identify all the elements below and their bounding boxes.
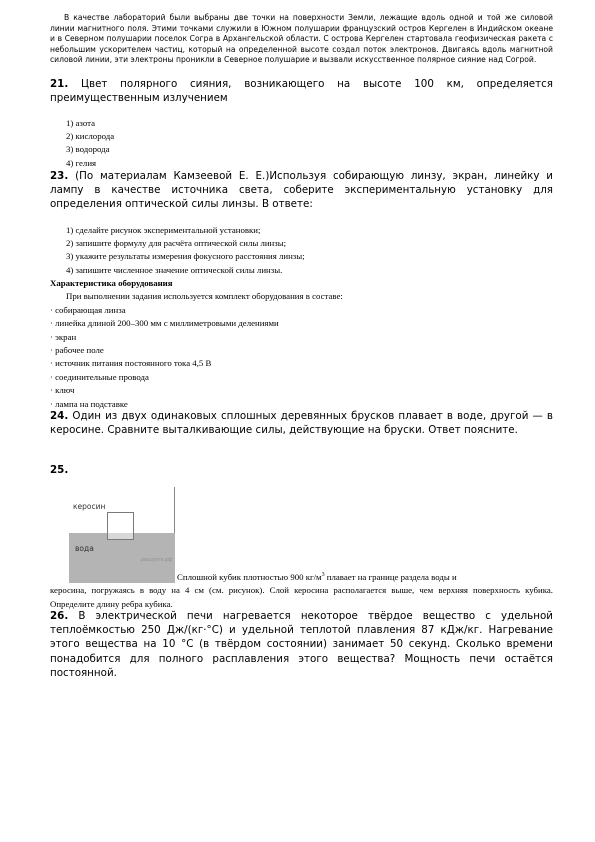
step-1: 1) сделайте рисунок экспериментальной установки; <box>66 225 261 235</box>
step-3: 3) укажите результаты измерения фокусного расстояния линзы; <box>66 251 305 262</box>
option-3: 3) водорода <box>66 144 110 155</box>
equipment-item: · экран <box>50 331 77 342</box>
question-21-options <box>66 117 553 170</box>
kerosene-label: керосин <box>73 502 106 511</box>
question-25-line1 <box>50 569 553 584</box>
equipment-item: · лампа на подставке <box>50 398 128 409</box>
question-21 <box>50 77 553 105</box>
question-21-text: Цвет полярного сияния, возникающего на высоте 100 км, определяется преимущественным излучением <box>50 78 553 105</box>
question-23-text: (По материалам Камзеевой Е. Е.)Используя собирающую линзу, экран, линейку и лампу в качестве источника света, соберите экспериментальную установку для определения оптической силы линзы. В ответе: <box>50 170 553 211</box>
question-23 <box>50 169 553 212</box>
equipment-item: · соединительные провода <box>50 371 149 382</box>
step-2: 2) запишите формулу для расчёта оптической силы линзы; <box>66 238 287 249</box>
equipment-heading: Характеристика оборудования <box>50 278 173 288</box>
option-1: 1) азота <box>66 118 95 128</box>
question-24-text: Один из двух одинаковых сплошных деревянных брусков плавает в воде, другой — в керосине. Сравните выталкивающие силы, действующие на бруски. Ответ поясните. <box>50 410 553 437</box>
option-2: 2) кислорода <box>66 131 115 142</box>
question-21-number: 21. <box>50 78 69 90</box>
cube <box>107 512 134 540</box>
superscript-3: 3 <box>321 572 325 578</box>
question-24 <box>50 409 553 437</box>
intro-text: В качестве лабораторий были выбраны две точки на поверхности Земли, лежащие вдоль одной и той же силовой линии магнитного поля. Этими точками служили в Южном полушарии французский остров Кергелен в Индийском океане и в Северном полушарии поселок Согра в Архангельской области. С острова Кергелен стартовала геофизическая ракета с небольшим ускорителем частиц, который на определенной высоте создал поток электронов. Двигаясь вдоль магнитной силовой линии, эти электроны проникли в Северное полушарие и вызвали искусственное полярное сияние над Согрой. <box>50 13 553 65</box>
question-23-steps <box>66 224 553 277</box>
question-23-number: 23. <box>50 170 69 182</box>
equipment-item: · собирающая линза <box>50 304 126 315</box>
question-25-line1-b: плавает на границе раздела воды и <box>324 571 457 582</box>
equipment-item: · источник питания постоянного тока 4,5 В <box>50 358 212 369</box>
question-26-text: В электрической печи нагревается некоторое твёрдое вещество с удельной теплоёмкостью 250 Дж/(кг·°С) и удельной теплотой плавления 87 кДж/кг. Нагревание этого вещества на 10 °С (в твёрдом состоянии) занимает 50 секунд. Сколько времени понадобится для полного расплавления этого вещества? Мощность печи остаётся постоянной. <box>50 610 553 679</box>
question-26 <box>50 609 553 680</box>
equipment-item: · рабочее поле <box>50 345 104 356</box>
option-4: 4) гелия <box>66 157 97 168</box>
question-25-text <box>50 569 553 611</box>
water-label: вода <box>75 544 94 553</box>
step-4: 4) запишите численное значение оптической силы линзы. <box>66 264 283 275</box>
question-24-number: 24. <box>50 410 69 422</box>
question-26-number: 26. <box>50 610 69 622</box>
equipment-lead: При выполнении задания используется комплект оборудования в составе: <box>66 291 343 302</box>
equipment-block <box>50 277 553 411</box>
watermark: решуогэ.рф <box>141 557 173 563</box>
equipment-item: · ключ <box>50 385 75 396</box>
intro-paragraph <box>50 13 553 66</box>
question-25-line1-a: Сплошной кубик плотностью 900 кг/м <box>177 571 322 582</box>
equipment-item: · линейка длиной 200–300 мм с миллиметровыми делениями <box>50 318 279 329</box>
question-25-rest: керосина, погружаясь в воду на 4 см (см. рисунок). Слой керосина располагается выше, чем верхняя поверхность кубика. Определите длину ребра кубика. <box>50 585 553 609</box>
question-25 <box>50 463 553 477</box>
question-25-number: 25. <box>50 464 69 476</box>
